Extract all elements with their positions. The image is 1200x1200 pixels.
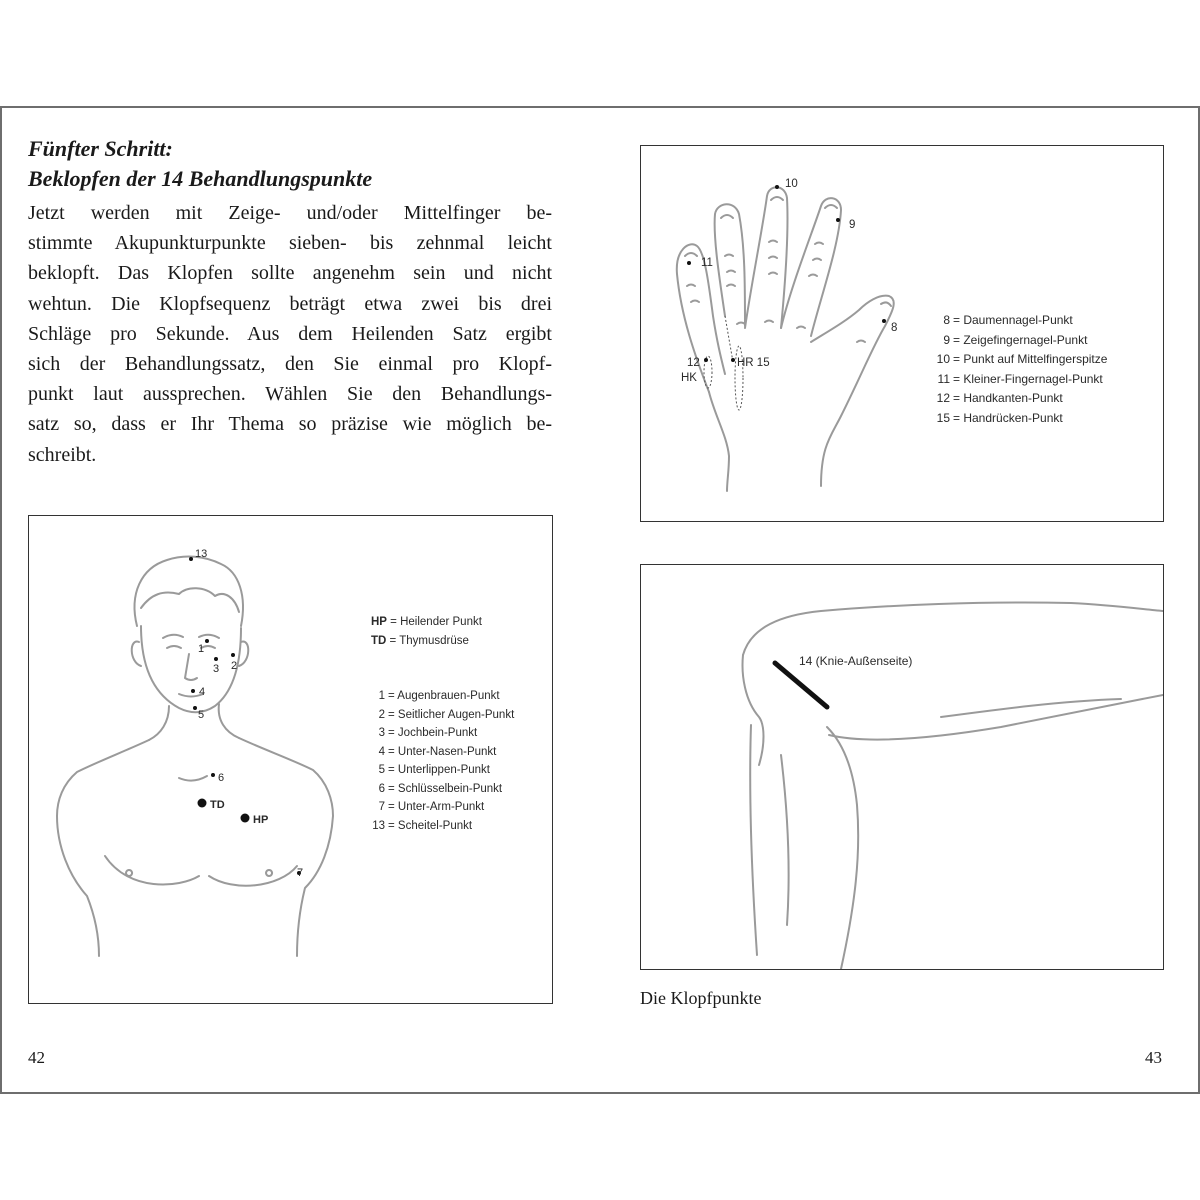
body-point-labels <box>195 548 303 879</box>
hp-dot <box>241 814 250 823</box>
point-label-hp: HP <box>253 814 269 826</box>
abbr-code: TD <box>371 635 387 647</box>
abbr-text: Heilender Punkt <box>400 616 482 628</box>
point-dot <box>775 185 779 189</box>
paragraph-line: schreibt. <box>28 443 97 466</box>
hand-legend <box>937 313 1108 425</box>
figure-caption: Die Klopfpunkte <box>640 988 762 1008</box>
body-legend <box>372 690 515 832</box>
point-dot <box>231 653 235 657</box>
abbr-row-td: TD = Thymusdrüse <box>371 635 469 647</box>
legend-text: = Unter-Nasen-Punkt <box>388 746 497 758</box>
heading-line-2: Beklopfen der 14 Behandlungspunkte <box>28 166 373 191</box>
paragraph-line: wehtun. Die Klopfsequenz beträgt etwa zwei bis drei <box>28 292 552 315</box>
legend-num: 11 <box>937 372 950 386</box>
hr-zone <box>735 346 743 410</box>
body-abbreviations <box>371 616 483 647</box>
legend-num: 7 <box>378 801 385 813</box>
hr-line <box>725 316 733 362</box>
point-label-7: 7 <box>297 867 304 879</box>
legend-num: 10 <box>936 352 950 366</box>
point-label-6: 6 <box>218 772 225 784</box>
legend-num: 15 <box>936 411 950 425</box>
legend-text: = Unterlippen-Punkt <box>388 764 490 776</box>
legend-text: = Seitlicher Augen-Punkt <box>388 709 515 721</box>
heading-line-1: Fünfter Schritt: <box>28 136 173 161</box>
point-dot <box>704 358 708 362</box>
legend-num: 5 <box>378 764 385 776</box>
point-label-hk: HK <box>681 372 697 384</box>
point-dot <box>193 706 197 710</box>
hand-point-labels <box>681 178 897 384</box>
point-dot <box>189 557 193 561</box>
point-dot <box>205 639 209 643</box>
point-label-4: 4 <box>199 686 206 698</box>
point-dot <box>687 261 691 265</box>
point-label-3: 3 <box>213 663 220 675</box>
point-label-hr15: HR 15 <box>737 357 770 369</box>
legend-text: = Augenbrauen-Punkt <box>388 690 500 702</box>
legend-text: = Handrücken-Punkt <box>953 411 1063 425</box>
legend-num: 8 <box>943 313 950 327</box>
point-label-9: 9 <box>849 219 856 231</box>
knee-diagram <box>641 565 1163 969</box>
point-label-11: 11 <box>701 257 713 269</box>
point-label-5: 5 <box>198 709 205 721</box>
hand-diagram-figure <box>640 145 1164 522</box>
legend-text: = Kleiner-Fingernagel-Punkt <box>953 372 1103 386</box>
page-number-left: 42 <box>28 1048 45 1067</box>
legend-num: 1 <box>378 690 385 702</box>
paragraph-line: Jetzt werden mit Zeige- und/oder Mittelfinger be- <box>28 202 552 224</box>
page-number-right: 43 <box>1145 1048 1162 1067</box>
point-dot <box>211 773 215 777</box>
body-diagram-figure <box>28 515 553 1004</box>
paragraph-line: stimmte Akupunkturpunkte sieben- bis zehnmal leicht <box>28 232 552 255</box>
point-dot <box>191 689 195 693</box>
paragraph-line: beklopft. Das Klopfen sollte angenehm sein und nicht <box>28 262 552 285</box>
legend-num: 13 <box>372 820 385 832</box>
body-diagram <box>29 516 552 1003</box>
legend-text: = Jochbein-Punkt <box>388 727 478 739</box>
legend-text: = Unter-Arm-Punkt <box>388 801 485 813</box>
legend-num: 3 <box>378 727 385 739</box>
paragraph-line: satz so, dass er Ihr Thema so präzise wie möglich be- <box>28 413 552 436</box>
abbr-row-hp: HP = Heilender Punkt <box>371 616 482 628</box>
point-label-td: TD <box>210 799 225 811</box>
legend-text: = Schlüsselbein-Punkt <box>388 783 503 795</box>
point-label-12: 12 <box>687 357 700 369</box>
paragraph-line: punkt laut aussprechen. Wählen Sie den Behandlungs- <box>28 383 552 406</box>
point-label-2: 2 <box>231 660 238 672</box>
legend-num: 12 <box>936 391 950 405</box>
point-label-10: 10 <box>785 178 798 190</box>
td-dot <box>198 799 207 808</box>
point-label-1: 1 <box>198 643 205 655</box>
legend-num: 6 <box>378 783 385 795</box>
torso-outline <box>57 557 333 956</box>
point-dot <box>882 319 886 323</box>
knee-tap-mark <box>775 663 827 707</box>
legend-num: 9 <box>943 333 950 347</box>
hand-diagram <box>641 146 1163 521</box>
knee-diagram-figure <box>640 564 1164 970</box>
abbr-text: Thymusdrüse <box>399 635 469 647</box>
body-points <box>189 557 301 875</box>
point-label-8: 8 <box>891 322 898 334</box>
legend-num: 4 <box>378 746 385 758</box>
body-paragraph <box>28 198 552 470</box>
legend-text: = Scheitel-Punkt <box>388 820 473 832</box>
paragraph-line: sich der Behandlungssatz, den Sie einmal pro Klopf- <box>28 353 552 376</box>
legend-text: = Zeigefingernagel-Punkt <box>953 333 1088 347</box>
legend-text: = Handkanten-Punkt <box>953 391 1063 405</box>
abbr-code: HP <box>371 616 387 628</box>
point-dot <box>836 218 840 222</box>
point-dot <box>214 657 218 661</box>
point-dot <box>731 358 735 362</box>
legend-text: = Daumennagel-Punkt <box>953 313 1073 327</box>
point-label-13: 13 <box>195 548 208 560</box>
legend-num: 2 <box>378 709 385 721</box>
legend-text: = Punkt auf Mittelfingerspitze <box>953 352 1108 366</box>
paragraph-line: Schläge pro Sekunde. Aus dem Heilenden Satz ergibt <box>28 322 552 345</box>
hand-outline <box>677 187 894 491</box>
knee-point-label: 14 (Knie-Außenseite) <box>799 654 913 668</box>
section-heading <box>28 134 372 194</box>
